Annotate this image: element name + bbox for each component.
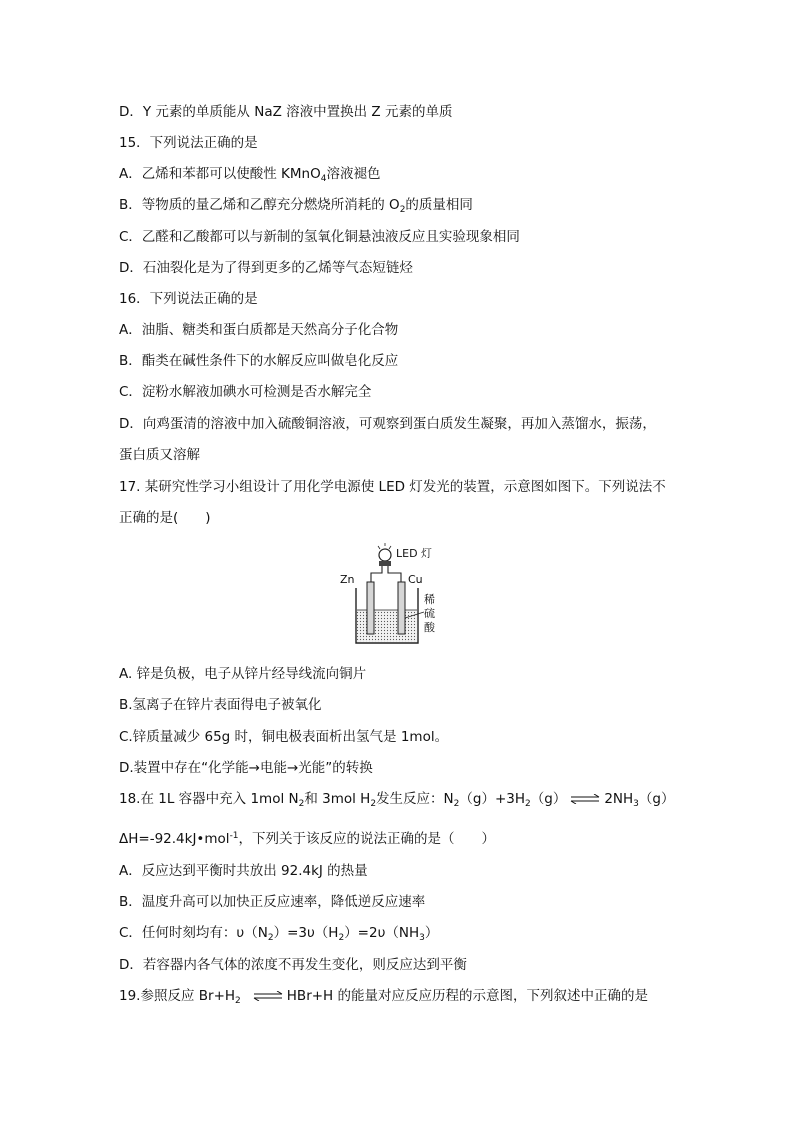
q18-stem: 18.在 1L 容器中充入 1mol $N_2$和 3mol $H_2$发生反应：$N_2(g)+3H_2(g)$ $2NH_3(g)$ (119, 791, 675, 809)
q18-option-b: B．温度升高可以加快正反应速率，降低逆反应速率 (119, 894, 426, 910)
q15-option-a: A．乙烯和苯都可以使酸性 KMnO$_4$溶液褪色 (119, 166, 381, 184)
q17-option-c: C.锌质量减少 65g 时，铜电极表面析出氢气是 1mol。 (119, 729, 449, 745)
zn-electrode (367, 582, 374, 634)
q15-option-b: B．等物质的量乙烯和乙醇充分燃烧所消耗的 $O_2$的质量相同 (119, 197, 473, 215)
led-bulb-icon (378, 543, 391, 566)
acid-label-3: 酸 (424, 621, 435, 634)
q16-option-a: A．油脂、糖类和蛋白质都是天然高分子化合物 (119, 322, 399, 338)
q17-option-a: A. 锌是负极，电子从锌片经导线流向铜片 (119, 666, 367, 682)
q18-option-d: D．若容器内各气体的浓度不再发生变化，则反应达到平衡 (119, 957, 467, 973)
cu-electrode (398, 582, 405, 634)
zn-label: Zn (340, 573, 355, 586)
q16-option-b: B．酯类在碱性条件下的水解反应叫做皂化反应 (119, 353, 399, 369)
q16-option-c: C．淀粉水解液加碘水可检测是否水解完全 (119, 384, 372, 400)
q16-option-d-line2: 蛋白质又溶解 (119, 447, 200, 463)
wire-right (388, 566, 401, 582)
q19-stem: 19.参照反应 $Br+H_2$ HBr+H 的能量对应反应历程的示意图，下列叙述中正确的是 (119, 988, 648, 1006)
cu-label: Cu (408, 573, 423, 586)
q18-option-a: A．反应达到平衡时共放出 92.4kJ 的热量 (119, 863, 368, 879)
q17-stem-line1: 17. 某研究性学习小组设计了用化学电源使 LED 灯发光的装置，示意图如图下。下列说法不 (119, 479, 666, 495)
q18-enthalpy: ΔH=-92.4kJ•mol$^{-1}$，下列关于该反应的说法正确的是（ ） (119, 831, 496, 847)
sulfuric-acid-solution (357, 610, 417, 642)
galvanic-cell-figure (338, 542, 450, 652)
q17-option-d: D.装置中存在“化学能→电能→光能”的转换 (119, 760, 373, 776)
q18-option-c: C．任何时刻均有：$\upsilon(N_2)=3\upsilon(H_2)=2\upsilon(NH_3)$ (119, 925, 439, 943)
led-label: LED 灯 (396, 547, 433, 560)
wire-left (371, 566, 382, 582)
q15-option-d: D．石油裂化是为了得到更多的乙烯等气态短链烃 (119, 260, 413, 276)
q14-option-d: D．Y 元素的单质能从 NaZ 溶液中置换出 Z 元素的单质 (119, 104, 453, 120)
q16-option-d-line1: D．向鸡蛋清的溶液中加入硫酸铜溶液，可观察到蛋白质发生凝聚，再加入蒸馏水，振荡， (119, 416, 656, 432)
q16-stem: 16．下列说法正确的是 (119, 291, 258, 307)
q15-stem: 15．下列说法正确的是 (119, 135, 258, 151)
equilibrium-arrow-icon (253, 991, 283, 1001)
equilibrium-arrow-icon (570, 794, 600, 804)
acid-label-2: 硫 (424, 607, 435, 620)
q17-stem-line2: 正确的是( ) (119, 510, 211, 526)
acid-label-1: 稀 (424, 593, 435, 606)
q15-option-c: C．乙醛和乙酸都可以与新制的氢氧化铜悬浊液反应且实验现象相同 (119, 229, 520, 245)
q17-option-b: B.氢离子在锌片表面得电子被氧化 (119, 697, 322, 713)
